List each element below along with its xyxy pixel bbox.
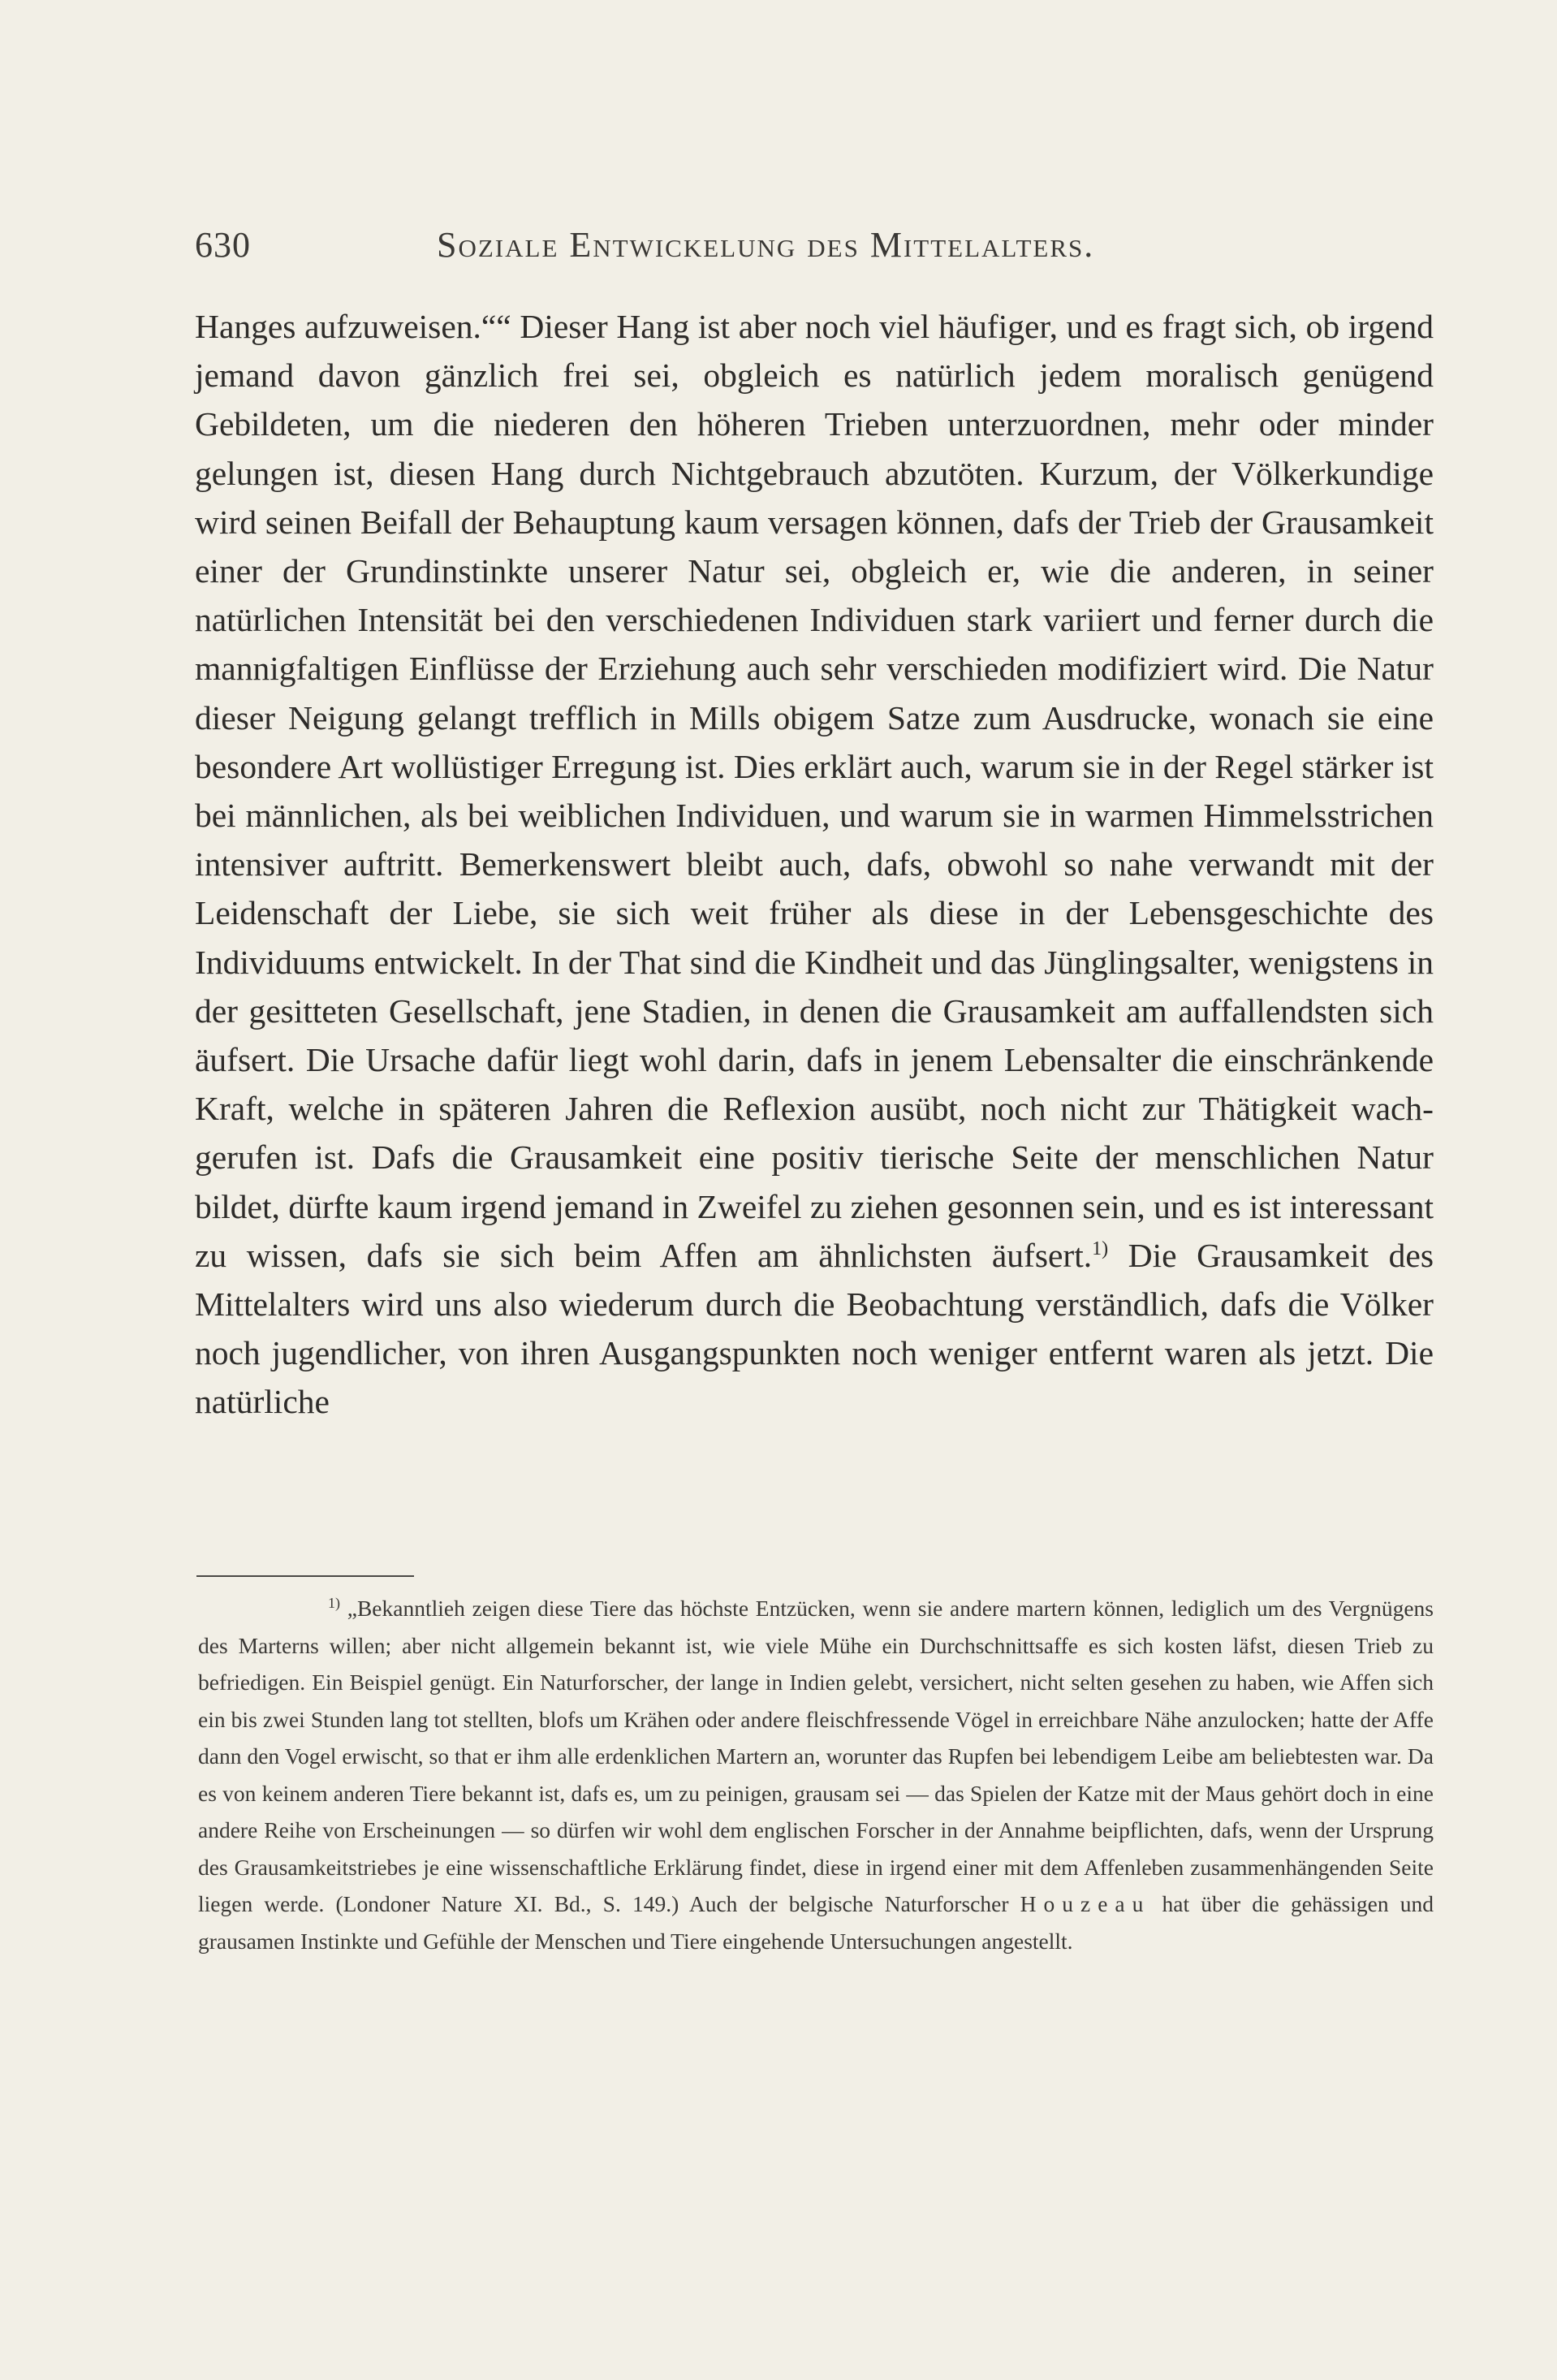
footnote-divider — [196, 1575, 414, 1577]
footnote-marker: 1) — [328, 1594, 340, 1611]
footnote — [198, 1590, 1434, 1959]
main-text — [195, 302, 1434, 1427]
running-title: Soziale Entwickelung des Mittelalters. — [437, 225, 1095, 265]
footnote-reference: 1) — [1092, 1238, 1109, 1260]
footnote-text-before: „Bekanntlieh zeigen diese Tiere das höchste Entzücken, wenn sie andere martern können, lediglich um des Vergnügens des Marterns willen; aber nicht allgemein bekannt ist, wie viele Mühe ein Durchschnittsaffe es sich kosten läfst, diesen Trieb zu befriedigen. Ein Beispiel genügt. Ein Naturforscher, der lange in Indien gelebt, versichert, nicht selten gesehen zu haben, wie Affen sich ein bis zwei Stunden lang tot stellten, blofs um Krähen oder andere fleischfressende Vögel in erreichbare Nähe anzulocken; hatte der Affe dann den Vogel erwischt, so that er ihm alle erdenklichen Martern an, worunter das Rupfen bei lebendigem Leibe am beliebtesten war. Da es von keinem anderen Tiere bekannt ist, dafs es, um zu peinigen, grausam sei — das Spielen der Katze mit der Maus gehört doch in eine andere Reihe von Erscheinungen — so dürfen wir wohl dem englischen Forscher in der Annahme beipflichten, dafs, wenn der Ursprung des Grausamkeitstriebes je eine wissenschaftliche Erklärung findet, diese in irgend einer mit dem Affenleben zusammenhängenden Seite liegen werde. (Londoner Nature XI. Bd., S. 149.) Auch der belgische Naturforscher — [198, 1596, 1434, 1916]
footnote-paragraph — [198, 1590, 1434, 1959]
page-number: 630 — [195, 225, 251, 265]
page-header — [187, 221, 1437, 270]
footnote-name-houzeau: Houzeau — [1020, 1891, 1151, 1916]
body-paragraph-continuation: Die Grausamkeit des Mittelalters wird uns also wiederum durch die Beobachtung verständlich, dafs die Völker noch jugendlicher, von ihren Ausgangspunkten noch weniger entfernt waren als jetzt. Die natürliche — [195, 1236, 1434, 1421]
footnote-text-after: hat über die gehässigen und grausamen Instinkte und Gefühle der Menschen und Tiere eingehende Untersuchungen angestellt. — [198, 1891, 1434, 1954]
body-paragraph — [195, 302, 1434, 1427]
body-paragraph-text: Hanges aufzuweisen.““ Dieser Hang ist aber noch viel häufiger, und es fragt sich, ob irgend jemand davon gänzlich frei sei, obgleich es natürlich jedem moralisch genügend Gebildeten, um die niederen den höheren Trieben unterzuordnen, mehr oder minder gelungen ist, diesen Hang durch Nichtgebrauch abzutöten. Kurzum, der Völkerkundige wird seinen Beifall der Behauptung kaum versagen können, dafs der Trieb der Grausamkeit einer der Grundinstinkte unserer Natur sei, obgleich er, wie die anderen, in seiner natürlichen Intensität bei den verschiedenen Individuen stark variiert und ferner durch die mannigfaltigen Einflüsse der Erziehung auch sehr verschieden modifiziert wird. Die Natur dieser Neigung gelangt trefflich in Mills obigem Satze zum Ausdrucke, wonach sie eine besondere Art wollüstiger Erregung ist. Dies erklärt auch, warum sie in der Regel stärker ist bei männlichen, als bei weiblichen Individuen, und warum sie in warmen Himmelsstrichen intensiver auftritt. Bemerkenswert bleibt auch, dafs, obwohl so nahe verwandt mit der Leidenschaft der Liebe, sie sich weit früher als diese in der Lebensgeschichte des Individuums entwickelt. In der That sind die Kindheit und das Jünglingsalter, wenigstens in der gesitteten Gesellschaft, jene Stadien, in denen die Grausamkeit am auffallendsten sich äufsert. Die Ursache dafür liegt wohl darin, dafs in jenem Lebensalter die einschränkende Kraft, welche in späteren Jahren die Reflexion ausübt, noch nicht zur Thätigkeit wachgerufen ist. Dafs die Grausamkeit eine positiv tierische Seite der menschlichen Natur bildet, dürfte kaum irgend jemand in Zweifel zu ziehen gesonnen sein, und es ist interessant zu wissen, dafs sie sich beim Affen am ähnlichsten äufsert. — [195, 308, 1434, 1274]
